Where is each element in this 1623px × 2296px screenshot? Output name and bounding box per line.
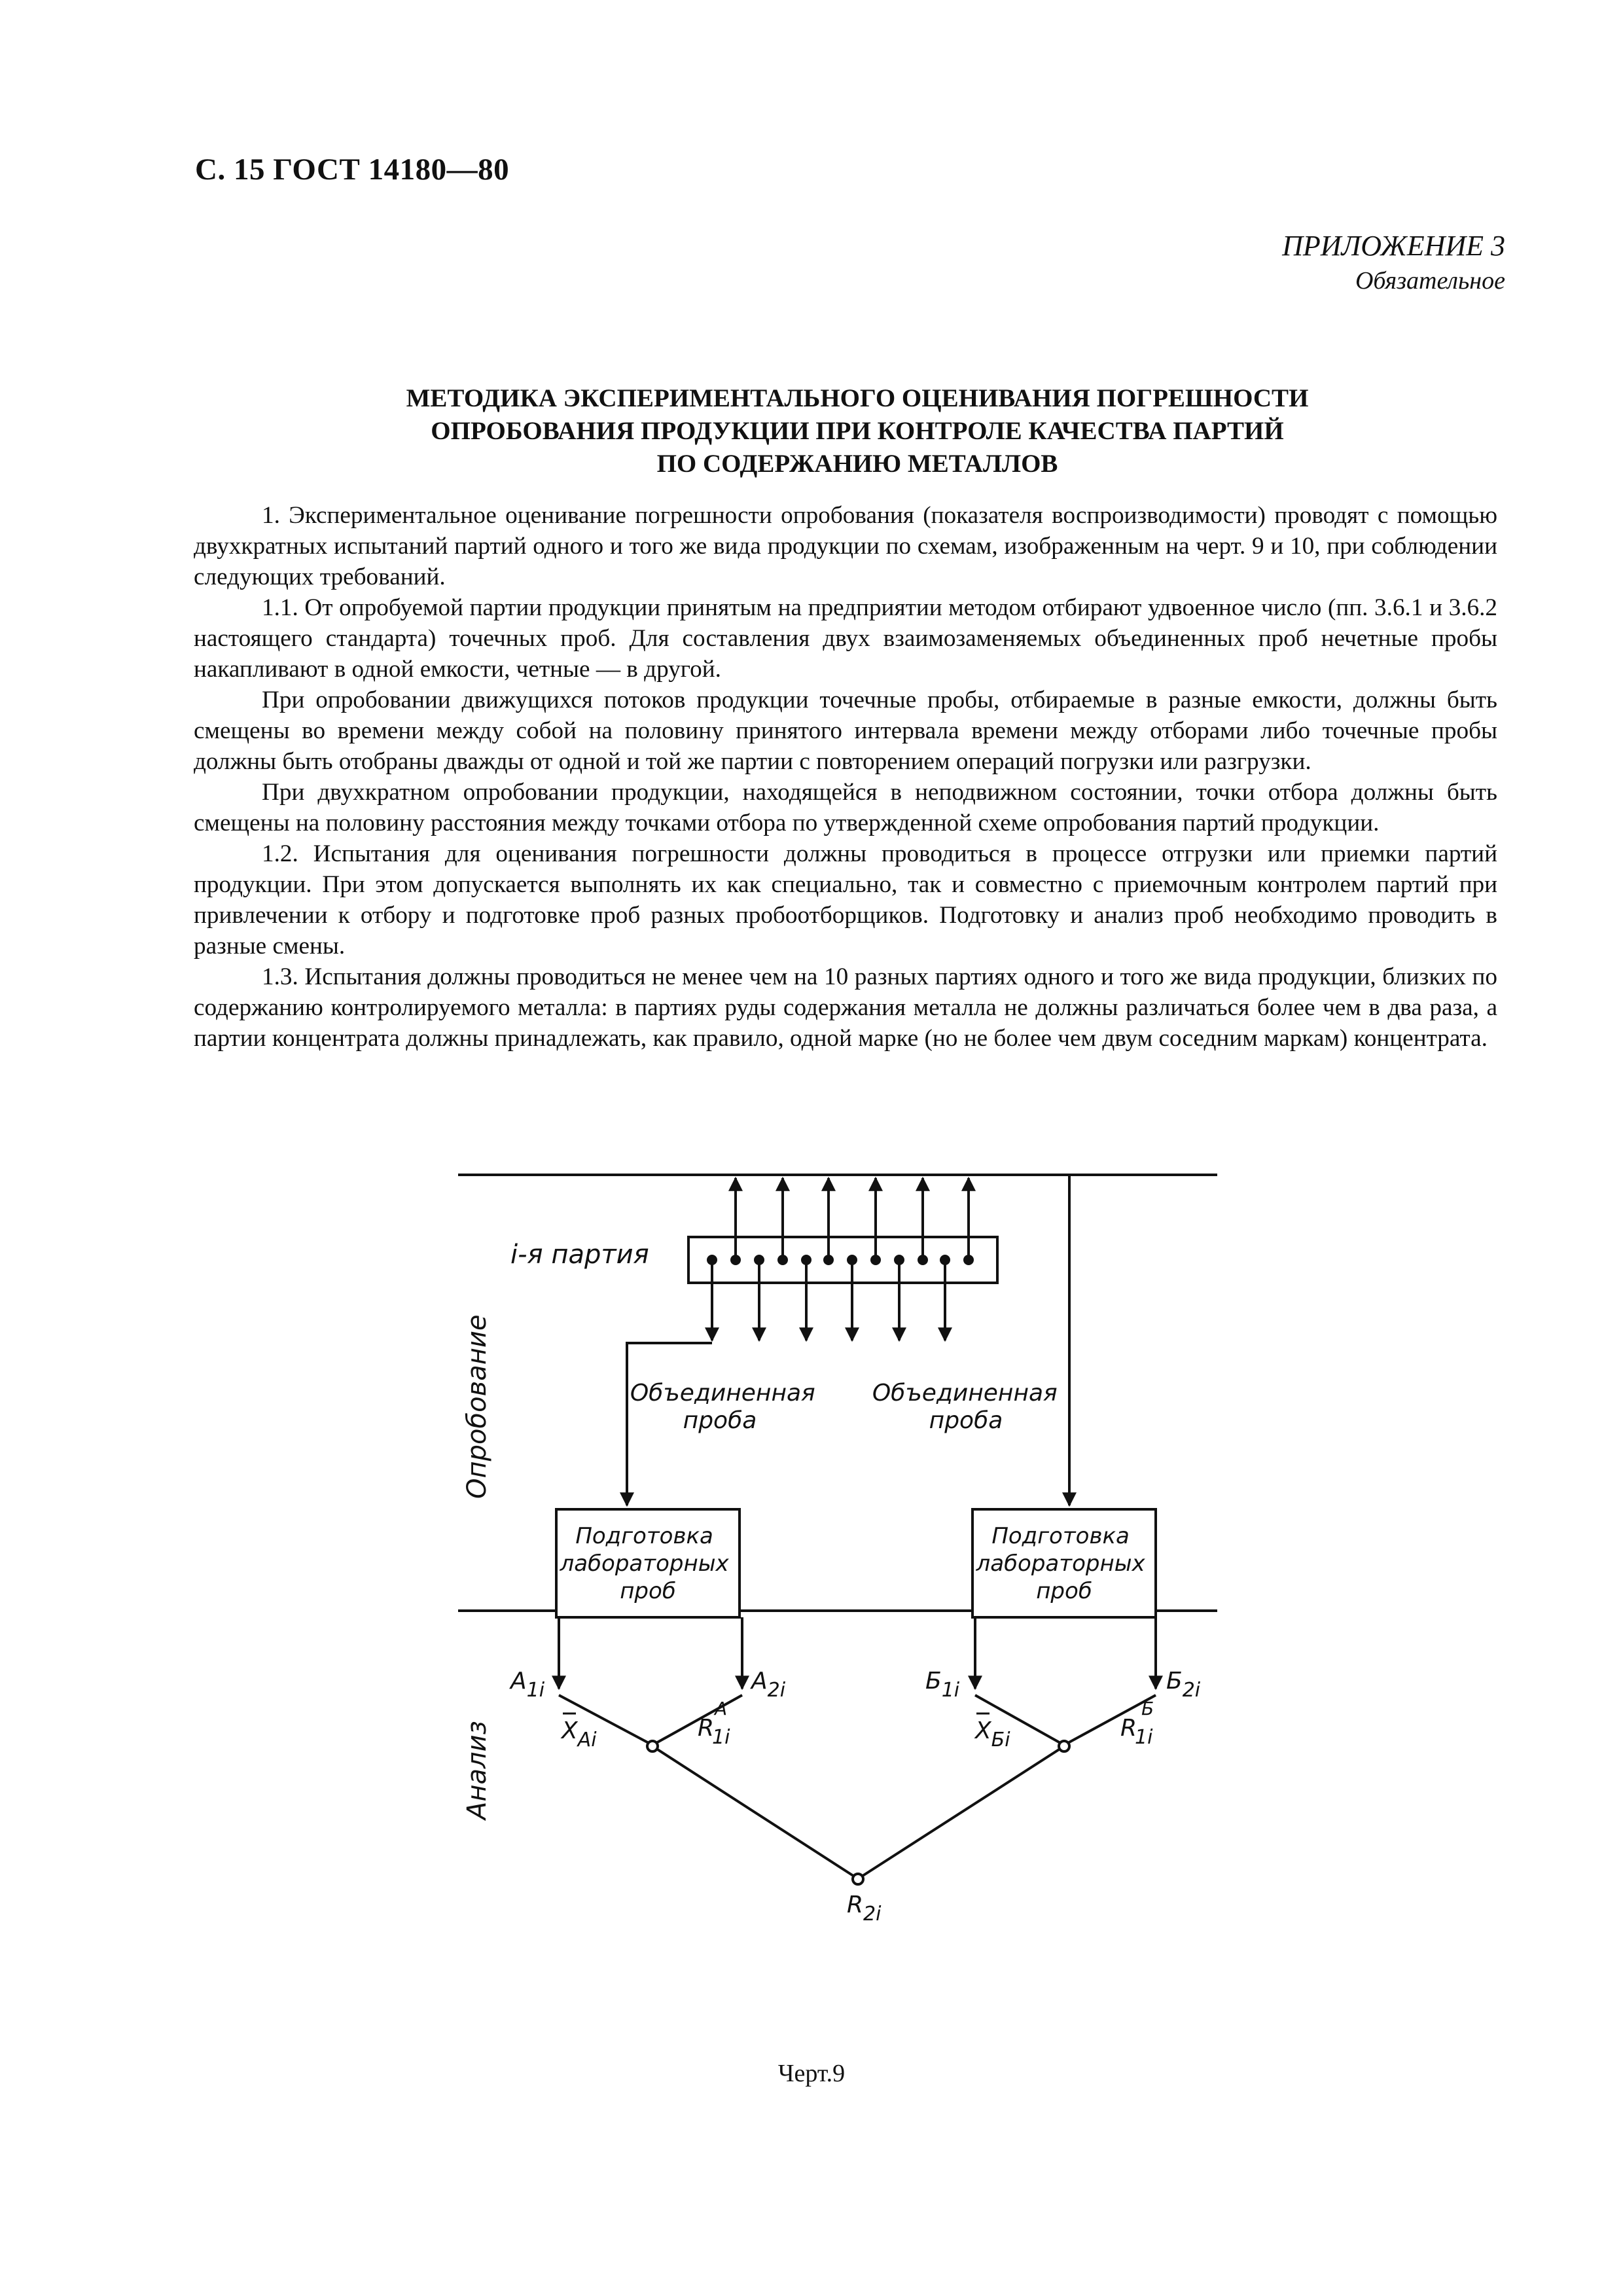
- paragraph-1-3: 1.3. Испытания должны проводиться не менее чем на 10 разных партиях одного и того же вида продукции, близких по содержанию контролируемого металла: в партиях руды содержания металла не должны различаться более чем в два раза, а партии концентрата должны принадлежать, как правило, одной марке (но не более чем двум соседним маркам) концентрата.: [194, 963, 1497, 1052]
- label-xb: [974, 1713, 1010, 1751]
- svg-text:R: R: [1120, 1715, 1137, 1742]
- prep-right-line3: проб: [1036, 1578, 1092, 1604]
- title-line: ОПРОБОВАНИЯ ПРОДУКЦИИ ПРИ КОНТРОЛЕ КАЧЕСТВА ПАРТИЙ: [431, 417, 1284, 445]
- label-a1i: $A_{1i}$: [510, 1668, 545, 1702]
- sampling-scheme-diagram: [0, 1145, 1623, 2049]
- page-header: С. 15 ГОСТ 14180—80: [195, 152, 510, 187]
- batch-label: i-я партия: [510, 1240, 649, 1270]
- svg-text:Объединенная проба: [872, 1380, 1065, 1434]
- title-line: ПО СОДЕРЖАНИЮ МЕТАЛЛОВ: [656, 450, 1058, 478]
- title-line: МЕТОДИКА ЭКСПЕРИМЕНТАЛЬНОГО ОЦЕНИВАНИЯ ПОГРЕШНОСТИ: [406, 384, 1309, 412]
- label-r2i: $R_{2i}$: [847, 1892, 882, 1926]
- label-xa: [560, 1713, 597, 1751]
- svg-text:A: A: [715, 1698, 728, 1719]
- combined-sample-left-line2: проба: [683, 1407, 757, 1434]
- appendix-block: [1282, 228, 1505, 297]
- combined-sample-right-line1: Объединенная: [872, 1380, 1058, 1407]
- svg-text:XБi: $X_{Бi}$: [975, 1717, 1010, 1751]
- paragraph-1: 1. Экспериментальное оценивание погрешности опробования (показателя воспроизводимости) проводят с помощью двухкратных испытаний партий одного и того же вида продукции по схемам, изображенным на черт. 9 и 10, при соблюдении следующих требований.: [194, 502, 1497, 590]
- paragraph-moving-flows: При опробовании движущихся потоков продукции точечные пробы, отбираемые в разные емкости, должны быть смещены во времени между собой на половину принятого интервала времени между отборами либо точечные пробы должны быть отобраны дважды от одной и той же партии с повторением операций погрузки или разгрузки.: [194, 687, 1497, 775]
- appendix-status: Обязательное: [1355, 267, 1505, 295]
- paragraph-stationary: При двухкратном опробовании продукции, находящейся в неподвижном состоянии, точки отбора должны быть смещены на половину расстояния между точками отбора по утвержденной схеме опробования партий продукции.: [194, 779, 1497, 836]
- label-a2i: $A_{2i}$: [751, 1668, 786, 1702]
- combined-sample-left-line1: Объединенная: [630, 1380, 815, 1407]
- prep-right-line2: лабораторных: [976, 1551, 1145, 1577]
- svg-text:Б: Б: [1141, 1698, 1154, 1719]
- prep-left-line1: Подготовка: [575, 1523, 713, 1549]
- combined-sample-right-line2: проба: [929, 1407, 1003, 1434]
- svg-text:1i: 1i: [1135, 1726, 1153, 1749]
- paragraph-1-2: 1.2. Испытания для оценивания погрешности должны проводиться в процессе отгрузки или приемки партий продукции. При этом допускается выполнять их как специально, так и совместно с приемочным контролем партий при привлечении к отбору и подготовке проб разных пробоотборщиков. Подготовку и анализ проб необходимо проводить в разные смены.: [194, 840, 1497, 960]
- node-xb: [1059, 1741, 1069, 1751]
- prep-left-line3: проб: [620, 1578, 676, 1604]
- prep-right-line1: Подготовка: [991, 1523, 1130, 1549]
- label-b1i: $Б_{1i}$: [925, 1668, 960, 1702]
- node-r2: [853, 1874, 863, 1884]
- label-b2i: $Б_{2i}$: [1166, 1668, 1201, 1702]
- svg-text:XAi: $X_{Ai}$: [562, 1717, 597, 1751]
- figure-caption: Черт.9: [777, 2060, 846, 2087]
- side-label-sampling: Опробование: [462, 1314, 492, 1499]
- paragraph-1-1: 1.1. От опробуемой партии продукции принятым на предприятии методом отбирают удвоенное число (пп. 3.6.1 и 3.6.2 настоящего стандарта) точечных проб. Для составления двух взаимозаменяемых объединенных проб нечетные пробы накапливают в одной емкости, четные — в другой.: [194, 594, 1497, 683]
- document-title: [236, 382, 1479, 480]
- svg-text:Объединенная проба: [630, 1380, 823, 1434]
- svg-text:1i: 1i: [712, 1726, 730, 1749]
- appendix-label: ПРИЛОЖЕНИЕ 3: [1282, 230, 1505, 262]
- label-r1a: [698, 1698, 730, 1749]
- prep-left-line2: лабораторных: [560, 1551, 729, 1577]
- body-text: [194, 500, 1497, 1054]
- side-label-analysis: Анализ: [462, 1721, 492, 1820]
- svg-text:R: R: [698, 1715, 715, 1742]
- node-xa: [647, 1741, 658, 1751]
